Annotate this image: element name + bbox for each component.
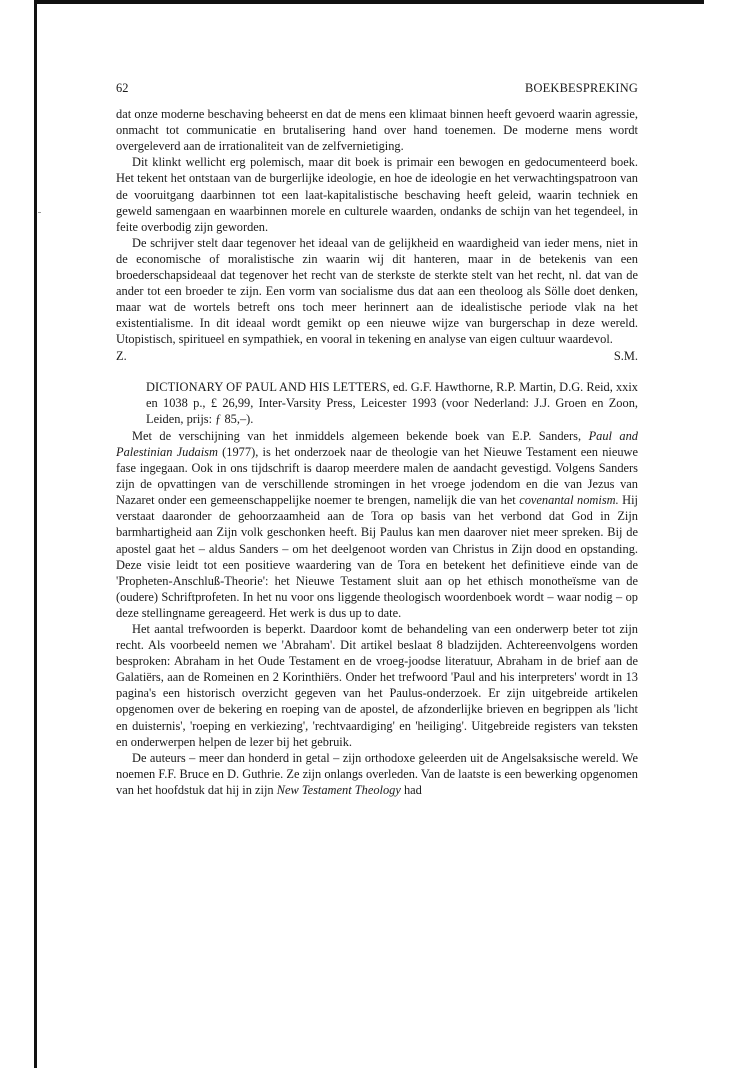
review1-paragraph-3: De schrijver stelt daar tegenover het ideaal van de gelijkheid en waardigheid van ieder mens, niet in de economische of moralistische zin waarin wij dit hanteren, maar in de betekenis van een broederschapsideaal dat tegenover het recht van de sterkste de sterkte stelt van het recht, nl. dat van de ander tot een broeder te zijn. Een vorm van socialisme dus dat aan een theoloog als Sölle doet denken, maar wat de wortels betreft ons toch meer herinnert aan de idealistische periode vlak na het existentialisme. In dit ideaal wordt gemikt op een nieuwe wijze van burgerschap in deze wereld. Utopistisch, spiritueel en sympathiek, en vooral in tekening en analyse van eigen cultuur waardevol. — [116, 235, 638, 347]
running-head — [116, 80, 638, 96]
book-title: DICTIONARY OF PAUL AND HIS LETTERS, — [146, 379, 390, 394]
p3-part-a: De auteurs – meer dan honderd in getal – zijn orthodoxe geleerden uit de Angelsaksische wereld. We noemen F.F. Bruce en D. Guthrie. Ze zijn onlangs overleden. Van de laatste is een bewerking opgenomen van het hoofdstuk dat hij in zijn — [116, 750, 638, 797]
review2-paragraph-1 — [116, 428, 638, 621]
review1-paragraph-2: Dit klinkt wellicht erg polemisch, maar dit boek is primair een bewogen en gedocumenteerd boek. Het tekent het ontstaan van de burgerlijke ideologie, en hoe de ideologie en het verwachtingspatroon van de vooruitgang daarbinnen tot een laat-kapitalistische beschaving heeft geleid, waarin techniek en geweld samengaan en waarbinnen morele en culturele waarden, ondanks de schijn van het tegendeel, in feite overbodig zijn geworden. — [116, 155, 638, 234]
scan-mark — [38, 212, 41, 213]
p3-italic-title: New Testament Theology — [276, 782, 401, 797]
p1-part-b: (1977), is het onderzoek naar de theologie van het Nieuwe Testament een nieuwe fase ingegaan. Ook in ons tijdschrift is daarop meerdere malen de aandacht gevestigd. Volgens Sanders zijn de opvattingen van de verschillende stromingen in het vroege jodendom en die van Jezus van Nazaret onder een gemeenschappelijke noemer te brengen, namelijk die van het — [116, 444, 638, 508]
p3-part-b: had — [400, 782, 422, 797]
scan-frame-top — [34, 0, 704, 4]
review1-paragraph-1: dat onze moderne beschaving beheerst en dat de mens een klimaat binnen heeft gevoerd waarin agressie, onmacht tot communicatie en brutalisering hand over hand toenemen. De moderne mens wordt overgeleverd aan de irrationaliteit van de zelfvernietiging. — [116, 107, 638, 154]
signature-right: S.M. — [613, 348, 638, 363]
review2-paragraph-3 — [116, 750, 638, 798]
p1-part-c: Hij verstaat daaronder de gehoorzaamheid aan de Tora op basis van het verbond dat God in Zijn barmhartigheid aan Zijn volk geschonken heeft. Bij Paulus kan men daarover niet meer spreken. Bij de apostel gaat het – aldus Sanders – om het deelgenoot worden van Christus in Zijn dood en opstanding. Deze visie leidt tot een positieve waardering van de Tora en betekent het definitieve einde van de 'Propheten-Anschluß-Theorie': het Nieuwe Testament sluit aan op het ethisch monotheïsme van de (oudere) Schriftprofeten. In het nu voor ons liggende theologisch woordenboek wordt – waar nodig – op deze stellingname gereageerd. Het werk is dus up to date. — [116, 493, 638, 620]
journal-page — [116, 80, 638, 798]
p1-italic-term: covenantal nomism. — [519, 493, 619, 508]
review1-signature — [116, 348, 638, 364]
page-number: 62 — [116, 81, 129, 95]
book-details: ed. G.F. Hawthorne, R.P. Martin, D.G. Reid, xxix en 1038 p., £ 26,99, Inter-Varsity Press, Leicester 1993 (voor Nederland: J.J. Groen en Zoon, Leiden, prijs: ƒ 85,–). — [146, 379, 638, 426]
review2-paragraph-2: Het aantal trefwoorden is beperkt. Daardoor komt de behandeling van een onderwerp beter tot zijn recht. Als voorbeeld nemen we 'Abraham'. Dit artikel beslaat 8 bladzijden. Achtereenvolgens worden besproken: Abraham in het Oude Testament en de vroeg-joodse literatuur, Abraham in de brief aan de Galatiërs, aan de Romeinen en 2 Korinthiërs. Onder het trefwoord 'Paul and his interpreters' wordt in 13 pagina's een historisch overzicht gegeven van het Paulus-onderzoek. Er zijn uitgebreide artikelen opgenomen over de bekering en roeping van de apostel, de afzonderlijke brieven en begrippen als 'licht en duisternis', 'roeping en verkiezing', 'rechtvaardiging' en 'heiliging'. Uitgebreide registers van teksten en onderwerpen helpen de lezer bij het gebruik. — [116, 622, 638, 749]
signature-left: Z. — [116, 348, 127, 363]
scan-frame-left — [34, 0, 37, 1068]
p1-italic-title: Paul and Palestinian Judaism — [116, 428, 639, 459]
p1-part-a: Met de verschijning van het inmiddels algemeen bekende boek van E.P. Sanders, — [132, 428, 589, 443]
review2-heading — [146, 379, 638, 427]
section-title: BOEKBESPREKING — [525, 81, 638, 95]
